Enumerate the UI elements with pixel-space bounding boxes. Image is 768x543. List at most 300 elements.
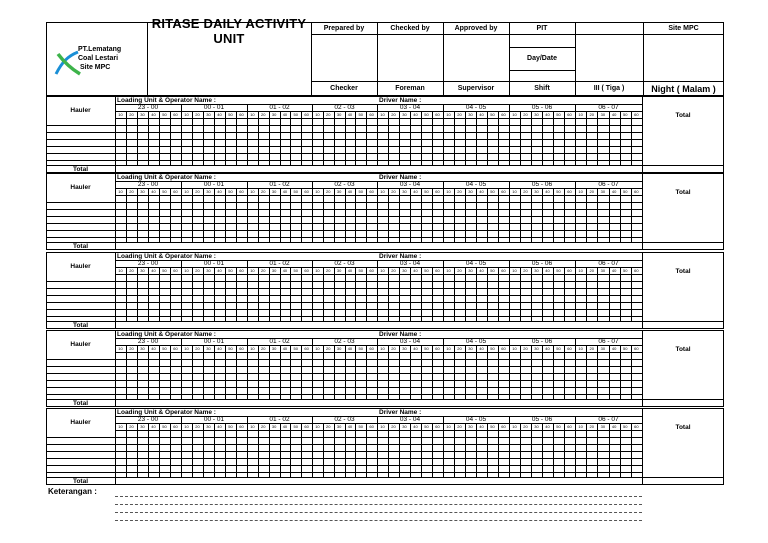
minute-label: 40	[545, 424, 550, 429]
minute-divider	[192, 345, 193, 399]
minute-label: 50	[358, 268, 363, 273]
total-row-label: Total	[72, 165, 89, 173]
minute-label: 20	[195, 346, 200, 351]
minute-label: 60	[501, 424, 506, 429]
minute-label: 10	[380, 112, 385, 117]
minute-divider	[225, 188, 226, 242]
minute-divider	[323, 111, 324, 165]
minute-divider	[454, 423, 455, 477]
minute-divider	[553, 423, 554, 477]
minute-divider	[531, 188, 532, 242]
minute-divider	[454, 267, 455, 321]
minute-label: 50	[623, 346, 628, 351]
minute-label: 40	[611, 189, 617, 194]
minute-label: 60	[435, 189, 440, 194]
minute-divider	[564, 111, 565, 165]
minute-label: 40	[413, 268, 418, 273]
minute-label: 30	[206, 112, 211, 117]
minute-divider	[564, 267, 565, 321]
time-slot-label: 03 - 04	[399, 104, 421, 111]
minute-label: 40	[413, 112, 418, 117]
minute-divider	[487, 345, 488, 399]
minute-divider	[399, 267, 400, 321]
keterangan-line[interactable]	[115, 520, 642, 521]
header-col-top-0: Prepared by	[323, 24, 365, 32]
minute-divider	[301, 267, 302, 321]
minute-divider	[609, 111, 610, 165]
minute-label: 20	[129, 346, 134, 351]
loading-unit-label: Loading Unit & Operator Name :	[117, 173, 216, 181]
hauler-label: Hauler	[70, 418, 91, 426]
time-slot-label: 04 - 05	[465, 338, 487, 345]
header-col-top-4	[575, 22, 643, 34]
minute-divider	[269, 267, 270, 321]
minute-label: 50	[424, 112, 429, 117]
minute-divider	[631, 111, 632, 165]
minute-label: 20	[523, 268, 528, 273]
minute-label: 10	[250, 189, 255, 194]
minute-divider	[388, 345, 389, 399]
keterangan-line[interactable]	[115, 512, 642, 513]
minute-label: 40	[151, 189, 156, 194]
minute-divider	[236, 188, 237, 242]
minute-label: 30	[534, 424, 539, 429]
minute-label: 20	[326, 346, 331, 351]
minute-label: 20	[457, 189, 462, 194]
time-slot-label: 23 - 00	[137, 104, 159, 111]
minute-label: 60	[369, 346, 374, 351]
driver-name-label: Driver Name :	[379, 408, 422, 416]
minute-divider	[170, 345, 171, 399]
minute-divider	[410, 111, 411, 165]
total-col-label: Total	[675, 423, 691, 431]
minute-divider	[586, 345, 587, 399]
minute-label: 30	[140, 346, 145, 351]
minute-label: 30	[402, 346, 407, 351]
minute-divider	[126, 188, 127, 242]
minute-label: 10	[118, 346, 123, 351]
minute-label: 60	[634, 346, 639, 351]
minute-label: 40	[347, 424, 353, 429]
minute-label: 60	[369, 189, 374, 194]
minute-label: 60	[239, 424, 244, 429]
block-divider	[115, 274, 642, 275]
minute-label: 60	[435, 112, 440, 117]
minute-divider	[366, 267, 367, 321]
minute-label: 30	[468, 424, 473, 429]
grid-row-line	[46, 321, 724, 322]
minute-label: 10	[315, 268, 320, 273]
minute-label: 30	[271, 112, 277, 117]
minute-divider	[454, 111, 455, 165]
header-col-top-5: Site MPC	[668, 24, 699, 32]
minute-label: 40	[282, 346, 288, 351]
minute-divider	[366, 188, 367, 242]
minute-label: 30	[336, 346, 342, 351]
minute-divider	[553, 111, 554, 165]
time-slot-label: 06 - 07	[598, 416, 619, 423]
minute-divider	[531, 345, 532, 399]
minute-divider	[399, 111, 400, 165]
minute-divider	[159, 267, 160, 321]
minute-label: 50	[358, 112, 363, 117]
minute-label: 20	[589, 189, 594, 194]
minute-divider	[465, 423, 466, 477]
minute-label: 50	[424, 189, 429, 194]
minute-divider	[258, 188, 259, 242]
minute-label: 10	[578, 112, 583, 117]
time-slot-label: 23 - 00	[137, 260, 159, 267]
minute-divider	[148, 111, 149, 165]
time-slot-label: 05 - 06	[531, 338, 553, 345]
block-divider	[115, 195, 642, 196]
minute-label: 50	[358, 189, 363, 194]
minute-label: 50	[556, 112, 561, 117]
minute-divider	[192, 423, 193, 477]
minute-divider	[301, 345, 302, 399]
minute-label: 50	[556, 189, 561, 194]
minute-divider	[597, 345, 598, 399]
minute-label: 30	[140, 268, 145, 273]
minute-divider	[366, 345, 367, 399]
minute-divider	[421, 345, 422, 399]
minute-divider	[345, 111, 346, 165]
minute-label: 50	[623, 189, 628, 194]
minute-label: 20	[457, 346, 462, 351]
header-col-bottom-0: Checker	[330, 85, 358, 92]
minute-divider	[586, 188, 587, 242]
minute-divider	[269, 423, 270, 477]
minute-label: 20	[195, 268, 200, 273]
minute-divider	[542, 267, 543, 321]
block-divider	[115, 430, 642, 431]
total-row-label: Total	[72, 477, 89, 485]
minute-label: 40	[413, 189, 418, 194]
minute-label: 30	[206, 189, 211, 194]
minute-label: 20	[523, 112, 528, 117]
company-name-line: PT.Lematang	[78, 46, 122, 53]
minute-label: 10	[446, 189, 451, 194]
loading-unit-label: Loading Unit & Operator Name :	[117, 408, 216, 416]
minute-divider	[432, 267, 433, 321]
block-divider	[115, 118, 642, 119]
minute-label: 50	[293, 112, 298, 117]
minute-divider	[410, 423, 411, 477]
minute-divider	[258, 267, 259, 321]
minute-divider	[345, 345, 346, 399]
time-slot-label: 04 - 05	[465, 416, 487, 423]
minute-divider	[192, 111, 193, 165]
minute-label: 10	[184, 424, 189, 429]
minute-label: 10	[315, 346, 320, 351]
minute-label: 10	[446, 424, 451, 429]
minute-label: 10	[118, 424, 123, 429]
minute-divider	[280, 345, 281, 399]
minute-divider	[323, 267, 324, 321]
grid-row-line	[46, 399, 724, 400]
minute-label: 30	[534, 268, 539, 273]
minute-label: 60	[304, 268, 309, 273]
minute-label: 60	[634, 268, 639, 273]
time-slot-label: 04 - 05	[465, 181, 487, 188]
block-divider	[115, 352, 642, 353]
minute-divider	[487, 111, 488, 165]
header-col-bottom-3: Shift	[534, 85, 550, 92]
minute-divider	[476, 111, 477, 165]
minute-label: 10	[118, 189, 123, 194]
total-row-label: Total	[72, 399, 89, 407]
minute-divider	[520, 267, 521, 321]
minute-divider	[345, 188, 346, 242]
minute-label: 20	[261, 424, 266, 429]
minute-divider	[476, 267, 477, 321]
minute-label: 30	[206, 346, 211, 351]
time-slot-label: 02 - 03	[334, 181, 355, 188]
minute-divider	[564, 345, 565, 399]
minute-divider	[269, 345, 270, 399]
minute-label: 40	[545, 268, 550, 273]
minute-label: 40	[282, 268, 288, 273]
minute-divider	[126, 267, 127, 321]
minute-label: 20	[195, 189, 200, 194]
minute-divider	[323, 345, 324, 399]
minute-label: 60	[567, 268, 572, 273]
minute-divider	[345, 423, 346, 477]
minute-divider	[203, 267, 204, 321]
minute-label: 40	[413, 346, 418, 351]
minute-divider	[192, 267, 193, 321]
minute-label: 60	[304, 346, 309, 351]
minute-label: 60	[435, 346, 440, 351]
minute-label: 60	[173, 268, 178, 273]
minute-divider	[399, 423, 400, 477]
minute-divider	[487, 188, 488, 242]
minute-divider	[280, 188, 281, 242]
keterangan-line[interactable]	[115, 504, 642, 505]
minute-divider	[542, 345, 543, 399]
minute-divider	[334, 423, 335, 477]
header-divider	[311, 34, 724, 35]
time-slot-label: 05 - 06	[531, 416, 553, 423]
minute-divider	[553, 267, 554, 321]
minute-label: 50	[556, 346, 561, 351]
minute-divider	[225, 267, 226, 321]
minute-divider	[170, 267, 171, 321]
time-slot-label: 00 - 01	[203, 416, 225, 423]
minute-label: 40	[611, 268, 617, 273]
minute-label: 20	[129, 112, 134, 117]
minute-label: 40	[151, 268, 156, 273]
minute-divider	[269, 188, 270, 242]
driver-name-label: Driver Name :	[379, 173, 422, 181]
minute-label: 40	[282, 112, 288, 117]
minute-label: 60	[369, 268, 374, 273]
time-slot-label: 00 - 01	[203, 338, 225, 345]
minute-divider	[334, 267, 335, 321]
minute-divider	[366, 111, 367, 165]
minute-divider	[290, 111, 291, 165]
minute-label: 20	[589, 268, 594, 273]
minute-label: 50	[358, 424, 363, 429]
minute-divider	[334, 111, 335, 165]
minute-label: 20	[326, 189, 331, 194]
minute-divider	[597, 423, 598, 477]
minute-label: 60	[369, 112, 374, 117]
time-slot-label: 23 - 00	[137, 181, 159, 188]
minute-label: 50	[228, 268, 233, 273]
minute-label: 60	[501, 346, 506, 351]
minute-label: 20	[589, 346, 594, 351]
minute-label: 10	[315, 112, 320, 117]
minute-divider	[597, 267, 598, 321]
minute-label: 50	[490, 189, 495, 194]
minute-label: 40	[217, 346, 222, 351]
minute-divider	[126, 345, 127, 399]
minute-divider	[609, 423, 610, 477]
minute-label: 10	[512, 268, 517, 273]
minute-divider	[454, 188, 455, 242]
minute-label: 30	[336, 424, 342, 429]
minute-divider	[137, 345, 138, 399]
time-slot-label: 00 - 01	[203, 104, 225, 111]
minute-label: 60	[173, 189, 178, 194]
minute-divider	[355, 111, 356, 165]
minute-divider	[498, 111, 499, 165]
minute-divider	[355, 423, 356, 477]
minute-divider	[564, 188, 565, 242]
time-slot-label: 06 - 07	[598, 260, 619, 267]
minute-divider	[631, 188, 632, 242]
minute-divider	[280, 423, 281, 477]
minute-label: 20	[261, 189, 266, 194]
minute-label: 30	[600, 424, 606, 429]
minute-divider	[432, 423, 433, 477]
total-col-label: Total	[675, 188, 691, 196]
loading-unit-label: Loading Unit & Operator Name :	[117, 252, 216, 260]
grid-row-line	[46, 242, 724, 243]
minute-divider	[454, 345, 455, 399]
minute-divider	[214, 111, 215, 165]
minute-divider	[542, 111, 543, 165]
minute-label: 20	[391, 268, 396, 273]
minute-divider	[148, 423, 149, 477]
minute-divider	[421, 111, 422, 165]
hauler-label: Hauler	[70, 262, 91, 270]
minute-divider	[236, 423, 237, 477]
time-slot-label: 02 - 03	[334, 338, 355, 345]
hauler-label: Hauler	[70, 340, 91, 348]
minute-label: 20	[457, 112, 462, 117]
minute-divider	[498, 423, 499, 477]
minute-label: 50	[424, 268, 429, 273]
minute-label: 50	[623, 112, 628, 117]
minute-label: 20	[391, 346, 396, 351]
minute-divider	[236, 267, 237, 321]
minute-label: 10	[380, 189, 385, 194]
minute-label: 60	[634, 424, 639, 429]
minute-label: 40	[347, 346, 353, 351]
minute-label: 20	[326, 268, 331, 273]
minute-divider	[225, 345, 226, 399]
minute-label: 60	[239, 112, 244, 117]
minute-label: 20	[261, 112, 266, 117]
minute-label: 20	[326, 112, 331, 117]
minute-label: 40	[151, 346, 156, 351]
minute-divider	[159, 188, 160, 242]
hauler-label: Hauler	[70, 183, 91, 191]
minute-label: 30	[271, 189, 277, 194]
time-slot-label: 01 - 02	[269, 181, 290, 188]
minute-divider	[421, 188, 422, 242]
minute-divider	[214, 188, 215, 242]
minute-label: 20	[523, 189, 528, 194]
minute-divider	[520, 345, 521, 399]
minute-label: 40	[217, 112, 222, 117]
minute-label: 30	[206, 268, 211, 273]
minute-divider	[148, 267, 149, 321]
minute-divider	[290, 423, 291, 477]
minute-divider	[355, 345, 356, 399]
minute-divider	[290, 345, 291, 399]
minute-label: 10	[118, 112, 123, 117]
minute-label: 50	[228, 112, 233, 117]
minute-label: 60	[634, 112, 639, 117]
minute-label: 40	[347, 268, 353, 273]
hauler-label: Hauler	[70, 106, 91, 114]
minute-label: 20	[326, 424, 331, 429]
minute-label: 50	[623, 268, 628, 273]
header-divider	[509, 70, 575, 71]
minute-label: 40	[282, 189, 288, 194]
total-col-label: Total	[675, 111, 691, 119]
minute-label: 10	[512, 112, 517, 117]
minute-divider	[214, 267, 215, 321]
minute-divider	[620, 188, 621, 242]
minute-label: 50	[556, 424, 561, 429]
minute-label: 30	[468, 268, 473, 273]
minute-divider	[137, 188, 138, 242]
minute-label: 50	[162, 189, 167, 194]
minute-label: 30	[402, 268, 407, 273]
minute-label: 40	[479, 112, 484, 117]
time-slot-label: 23 - 00	[137, 416, 159, 423]
minute-label: 40	[545, 346, 550, 351]
minute-label: 10	[184, 346, 189, 351]
minute-label: 40	[151, 424, 156, 429]
minute-label: 30	[402, 424, 407, 429]
total-row-label: Total	[72, 321, 89, 329]
minute-label: 40	[545, 189, 550, 194]
minute-divider	[620, 111, 621, 165]
time-slot-label: 02 - 03	[334, 104, 355, 111]
header-col-bottom-4: III ( Tiga )	[593, 85, 625, 92]
minute-label: 50	[293, 424, 298, 429]
minute-label: 60	[239, 268, 244, 273]
time-slot-label: 05 - 06	[531, 181, 553, 188]
minute-label: 40	[217, 424, 222, 429]
minute-label: 30	[600, 112, 606, 117]
minute-label: 30	[336, 189, 342, 194]
company-name-line: Site MPC	[80, 64, 111, 71]
time-slot-label: 01 - 02	[269, 104, 290, 111]
keterangan-line[interactable]	[115, 496, 642, 497]
minute-divider	[345, 267, 346, 321]
minute-label: 50	[228, 424, 233, 429]
minute-divider	[137, 111, 138, 165]
minute-divider	[388, 188, 389, 242]
minute-divider	[388, 111, 389, 165]
minute-label: 40	[611, 424, 617, 429]
